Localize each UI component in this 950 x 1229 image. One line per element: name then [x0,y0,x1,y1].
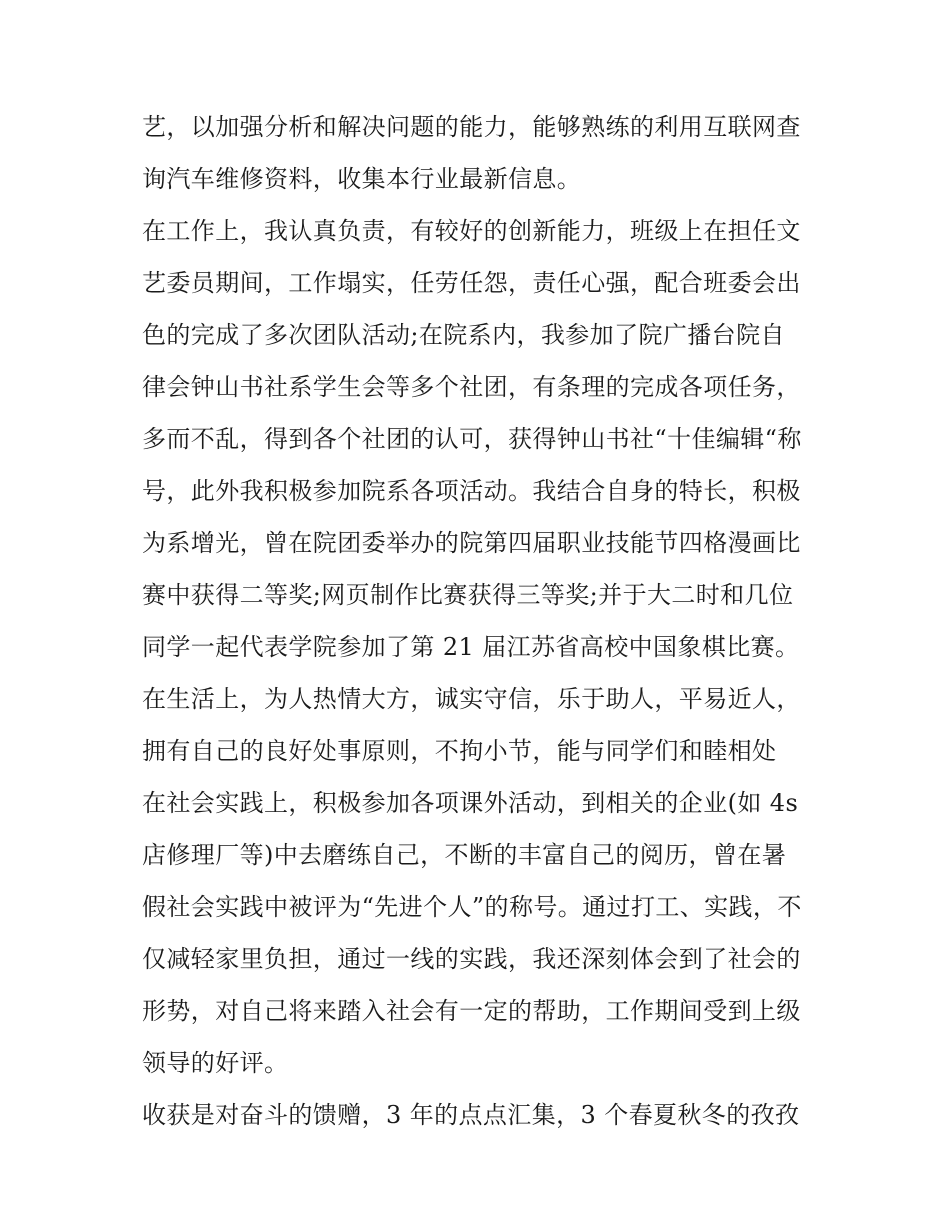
text-line: 在工作上，我认真负责，有较好的创新能力，班级上在担任文 [142,217,801,245]
text-line: 询汽车维修资料，收集本行业最新信息。 [142,165,582,193]
text-line: 在生活上，为人热情大方，诚实守信，乐于助人，平易近人， [142,685,801,713]
text-line: 形势，对自己将来踏入社会有一定的帮助，工作期间受到上级 [142,997,801,1025]
text-line: 艺，以加强分析和解决问题的能力，能够熟练的利用互联网查 [142,113,801,141]
text-line: 多而不乱，得到各个社团的认可，获得钟山书社“十佳编辑“称 [142,425,802,453]
text-line: 色的完成了多次团队活动;在院系内，我参加了院广播台院自 [142,321,785,349]
text-line: 收获是对奋斗的馈赠，3 年的点点汇集，3 个春夏秋冬的孜孜 [142,1101,800,1129]
text-line: 艺委员期间，工作塌实，任劳任怨，责任心强，配合班委会出 [142,269,801,297]
text-line: 赛中获得二等奖;网页制作比赛获得三等奖;并于大二时和几位 [142,581,794,609]
text-line: 领导的好评。 [142,1049,289,1077]
text-line: 拥有自己的良好处事原则，不拘小节，能与同学们和睦相处 [142,737,777,765]
text-line: 律会钟山书社系学生会等多个社团，有条理的完成各项任务， [142,373,801,401]
text-line: 为系增光，曾在院团委举办的院第四届职业技能节四格漫画比 [142,529,801,557]
text-line: 同学一起代表学院参加了第 21 届江苏省高校中国象棋比赛。 [142,633,800,661]
text-line: 店修理厂等)中去磨练自己，不断的丰富自己的阅历，曾在暑 [142,841,787,869]
text-line: 在社会实践上，积极参加各项课外活动，到相关的企业(如 4s [142,789,799,817]
text-line: 号，此外我积极参加院系各项活动。我结合自身的特长，积极 [142,477,801,505]
text-line: 仅减轻家里负担，通过一线的实践，我还深刻体会到了社会的 [142,945,801,973]
text-line: 假社会实践中被评为“先进个人”的称号。通过打工、实践，不 [142,893,802,921]
